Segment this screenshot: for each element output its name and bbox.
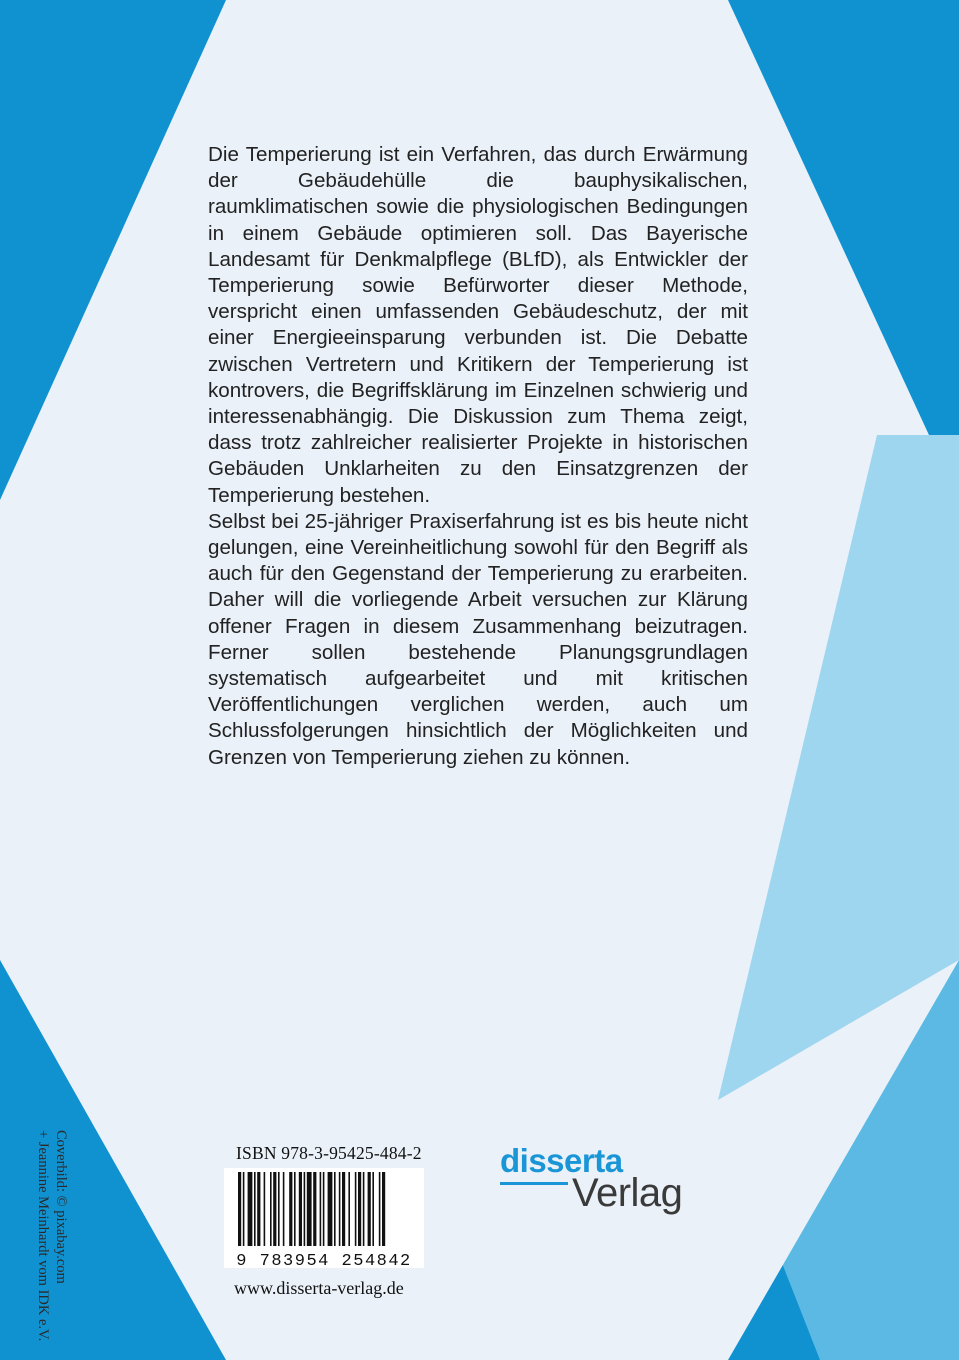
credit-line-1: Coverbild: © pixabay.com bbox=[53, 1130, 69, 1284]
barcode-bar bbox=[289, 1172, 292, 1246]
barcode-bar bbox=[248, 1172, 253, 1246]
logo-verlag: Verlag bbox=[572, 1171, 683, 1215]
barcode-bar bbox=[307, 1172, 312, 1246]
barcode-bar bbox=[382, 1172, 385, 1246]
isbn-label: ISBN 978-3-95425-484-2 bbox=[236, 1143, 422, 1163]
logo-divider bbox=[500, 1182, 568, 1185]
barcode-bar bbox=[264, 1172, 266, 1246]
publisher-logo bbox=[500, 1142, 683, 1215]
barcode-bar bbox=[257, 1172, 260, 1246]
barcode-bar bbox=[339, 1172, 341, 1246]
isbn-barcode bbox=[224, 1168, 424, 1268]
barcode-bar bbox=[254, 1172, 256, 1246]
barcode-bar bbox=[299, 1172, 302, 1246]
publisher-website: www.disserta-verlag.de bbox=[234, 1278, 404, 1298]
barcode-bar bbox=[368, 1172, 371, 1246]
barcode-bar bbox=[355, 1172, 357, 1246]
barcode-bar bbox=[342, 1172, 345, 1246]
barcode-bar bbox=[313, 1172, 316, 1246]
cover-image-credit bbox=[34, 1130, 70, 1341]
back-cover-blurb bbox=[208, 142, 748, 771]
barcode-bar bbox=[320, 1172, 322, 1246]
barcode-bar bbox=[304, 1172, 306, 1246]
barcode-bar bbox=[294, 1172, 296, 1246]
barcode-bar bbox=[334, 1172, 336, 1246]
barcode-bar bbox=[328, 1172, 333, 1246]
blurb-paragraph-1: Die Temperierung ist ein Verfahren, das durch Erwärmung der Gebäudehülle die bauphysikalischen, raumklimatischen sowie die physiologischen Bedingungen in einem Gebäude optimieren soll. Das Bayerische Landesamt für Denkmalpflege (BLfD), als Entwickler der Temperierung sowie Befürworter dieser Methode, verspricht einen umfassenden Gebäudeschutz, der mit einer Energieeinsparung verbunden ist. Die Debatte zwischen Vertretern und Kritikern der Temperierung ist kontrovers, die Begriffsklärung im Einzelnen schwierig und interessenabhängig. Die Diskussion zum Thema zeigt, dass trotz zahlreicher realisierter Projekte in historischen Gebäuden Unklarheiten zu den Einsatzgrenzen der Temperierung bestehen. bbox=[208, 143, 748, 507]
barcode-bar bbox=[238, 1172, 241, 1246]
barcode-digits: 9 783954 254842 bbox=[236, 1252, 412, 1268]
barcode-bar bbox=[323, 1172, 325, 1246]
barcode-bar bbox=[278, 1172, 280, 1246]
barcode-bar bbox=[270, 1172, 272, 1246]
barcode-bar bbox=[379, 1172, 381, 1246]
barcode-bar bbox=[348, 1172, 350, 1246]
blurb-paragraph-2: Selbst bei 25-jähriger Praxiserfahrung ist es bis heute nicht gelungen, eine Vereinheitlichung sowohl für den Begriff als auch für den Gegenstand der Temperierung zu erarbeiten. Daher will die vorliegende Arbeit versuchen zur Klärung offener Fragen in diesem Zusammenhang beizutragen. Ferner sollen bestehende Planungsgrundlagen systematisch aufgearbeitet und mit kritischen Veröffentlichungen verglichen werden, auch um Schlussfolgerungen hinsichtlich der Möglichkeiten und Grenzen von Temperierung ziehen zu können. bbox=[208, 509, 748, 769]
barcode-bar bbox=[243, 1172, 245, 1246]
credit-line-2: + Jeannine Meinhardt vom IDK e.V. bbox=[35, 1130, 51, 1342]
logo-disserta: disserta bbox=[500, 1142, 623, 1179]
barcode-bar bbox=[273, 1172, 276, 1246]
barcode-bar bbox=[372, 1172, 374, 1246]
barcode-bar bbox=[283, 1172, 285, 1246]
barcode-bar bbox=[363, 1172, 365, 1246]
barcode-bar bbox=[358, 1172, 361, 1246]
